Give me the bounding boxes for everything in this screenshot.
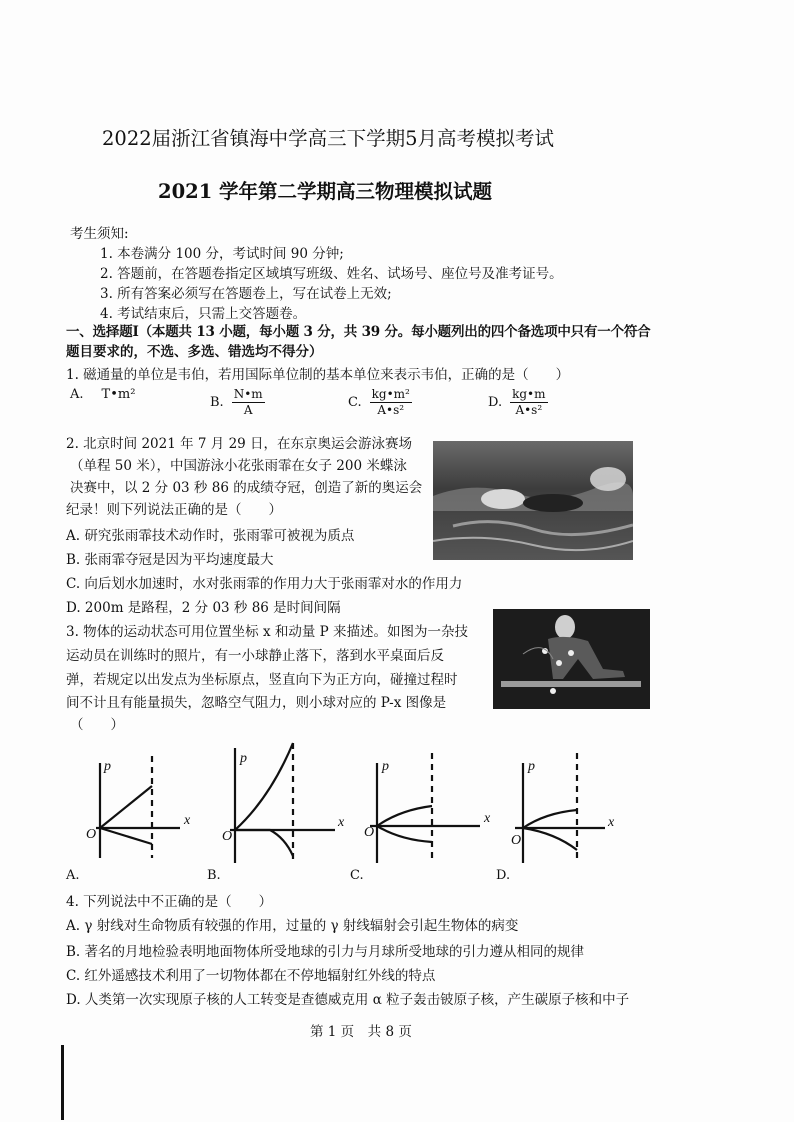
notice-item-4: 4. 考试结束后，只需上交答题卷。 (100, 306, 307, 322)
q1-option-d-label: D. (488, 395, 503, 410)
question-2-line1: 2. 北京时间 2021 年 7 月 29 日，在东京奥运会游泳赛场 (66, 436, 413, 452)
q1-option-d-numerator: kg•m (512, 387, 546, 401)
graph-c-p-label: p (382, 759, 389, 774)
q2-option-c: C. 向后划水加速时，水对张雨霏的作用力大于张雨霏对水的作用力 (66, 576, 463, 592)
notice-item-3: 3. 所有答案必须写在答题卷上，写在试卷上无效; (100, 286, 392, 302)
graph-a-x-label: x (184, 813, 191, 828)
q1-option-c-denominator: A•s² (377, 403, 405, 417)
notice-heading: 考生须知: (70, 226, 129, 242)
q1-option-d (488, 387, 548, 418)
notice-item-1: 1. 本卷满分 100 分，考试时间 90 分钟; (100, 246, 344, 262)
graph-c-curve-down (377, 826, 432, 842)
graph-a-origin: O (86, 827, 97, 842)
q1-option-b-denominator: A (243, 403, 253, 417)
question-3-line5: （ ） (70, 717, 124, 733)
q4-option-a: A. γ 射线对生命物质有较强的作用，过量的 γ 射线辐射会引起生物体的病变 (66, 918, 519, 934)
page-number: 第 1 页 共 8 页 (310, 1024, 412, 1040)
swimmer-photo (433, 441, 633, 560)
q1-option-c-fraction (370, 387, 412, 418)
juggler-photo (493, 609, 650, 709)
q2-option-a: A. 研究张雨霏技术动作时，张雨霏可被视为质点 (66, 528, 355, 544)
graph-a-curve-down (100, 828, 152, 844)
question-2-line3: 决赛中，以 2 分 03 秒 86 的成绩夺冠，创造了新的奥运会 (70, 480, 423, 496)
notice-item-2: 2. 答题前，在答题卷指定区域填写班级、姓名、试场号、座位号及准考证号。 (100, 266, 563, 282)
graph-c-origin: O (364, 825, 375, 840)
graph-d-curve-up (523, 810, 577, 828)
graph-c-curve-up (377, 806, 432, 826)
q2-option-d: D. 200m 是路程，2 分 03 秒 86 是时间间隔 (66, 600, 341, 616)
q4-option-b: B. 著名的月地检验表明地面物体所受地球的引力与月球所受地球的引力遵从相同的规律 (66, 944, 585, 960)
graph-a-p-label: p (104, 759, 111, 774)
exam-title: 2022届浙江省镇海中学高三下学期5月高考模拟考试 (102, 127, 555, 150)
graph-d-label: D. (496, 868, 511, 883)
question-3-line1: 3. 物体的运动状态可用位置坐标 x 和动量 P 来描述。如图为一杂技 (66, 624, 469, 640)
q4-option-c: C. 红外遥感技术利用了一切物体都在不停地辐射红外线的特点 (66, 968, 436, 984)
q1-option-c-numerator: kg•m² (371, 387, 410, 401)
question-3-line3: 弹，若规定以出发点为坐标原点，竖直向下为正方向，碰撞过程时 (66, 672, 458, 688)
q1-option-a (70, 387, 135, 402)
graph-b-x-label: x (338, 815, 345, 830)
graph-b-label: B. (207, 868, 221, 883)
question-4-stem: 4. 下列说法中不正确的是（ ） (66, 894, 273, 910)
question-3-line2: 运动员在训练时的照片，有一小球静止落下，落到水平桌面后反 (66, 648, 444, 664)
graph-c-x-label: x (484, 811, 491, 826)
graph-d-curve-down (523, 828, 577, 850)
px-graphs (80, 738, 640, 868)
q1-option-b-label: B. (210, 395, 224, 410)
graph-c-label: C. (350, 868, 364, 883)
question-2-line4: 纪录！则下列说法正确的是（ ） (66, 502, 282, 518)
q2-option-b: B. 张雨霏夺冠是因为平均速度最大 (66, 552, 274, 568)
graph-b-p-label: p (240, 751, 247, 766)
graph-a-label: A. (66, 868, 80, 883)
question-2-line2: （单程 50 米），中国游泳小花张雨霏在女子 200 米蝶泳 (70, 458, 407, 474)
section-heading-line2: 题目要求的，不选、多选、错选均不得分） (66, 344, 323, 360)
question-1-stem: 1. 磁通量的单位是韦伯，若用国际单位制的基本单位来表示韦伯，正确的是（ ） (66, 367, 570, 383)
q1-option-c (348, 387, 412, 418)
q4-option-d: D. 人类第一次实现原子核的人工转变是查德威克用 α 粒子轰击铍原子核，产生碳原子核和中子 (66, 992, 630, 1008)
question-3-line4: 间不计且有能量损失，忽略空气阻力，则小球对应的 P-x 图像是 (66, 695, 447, 711)
q1-option-b-fraction (232, 387, 265, 418)
section-heading-line1: 一、选择题I（本题共 13 小题，每小题 3 分，共 39 分。每小题列出的四个备选项中只有一个符合 (66, 324, 651, 340)
graph-d-p-label: p (528, 759, 535, 774)
graph-a-curve-up (100, 786, 152, 828)
graph-b-origin: O (222, 829, 233, 844)
q1-option-b (210, 387, 265, 418)
q1-option-d-fraction (510, 387, 547, 418)
paper-title: 2021 学年第二学期高三物理模拟试题 (158, 180, 493, 203)
q1-option-c-label: C. (348, 395, 362, 410)
q1-option-d-denominator: A•s² (515, 403, 543, 417)
graph-b-curve-down (235, 830, 293, 856)
q1-option-a-label: A. (70, 387, 84, 402)
q1-option-a-text: T•m² (101, 387, 136, 402)
graph-d-x-label: x (608, 815, 615, 830)
scan-edge-line (61, 1045, 64, 1120)
q1-option-b-numerator: N•m (233, 387, 263, 401)
graph-d-origin: O (511, 833, 522, 848)
